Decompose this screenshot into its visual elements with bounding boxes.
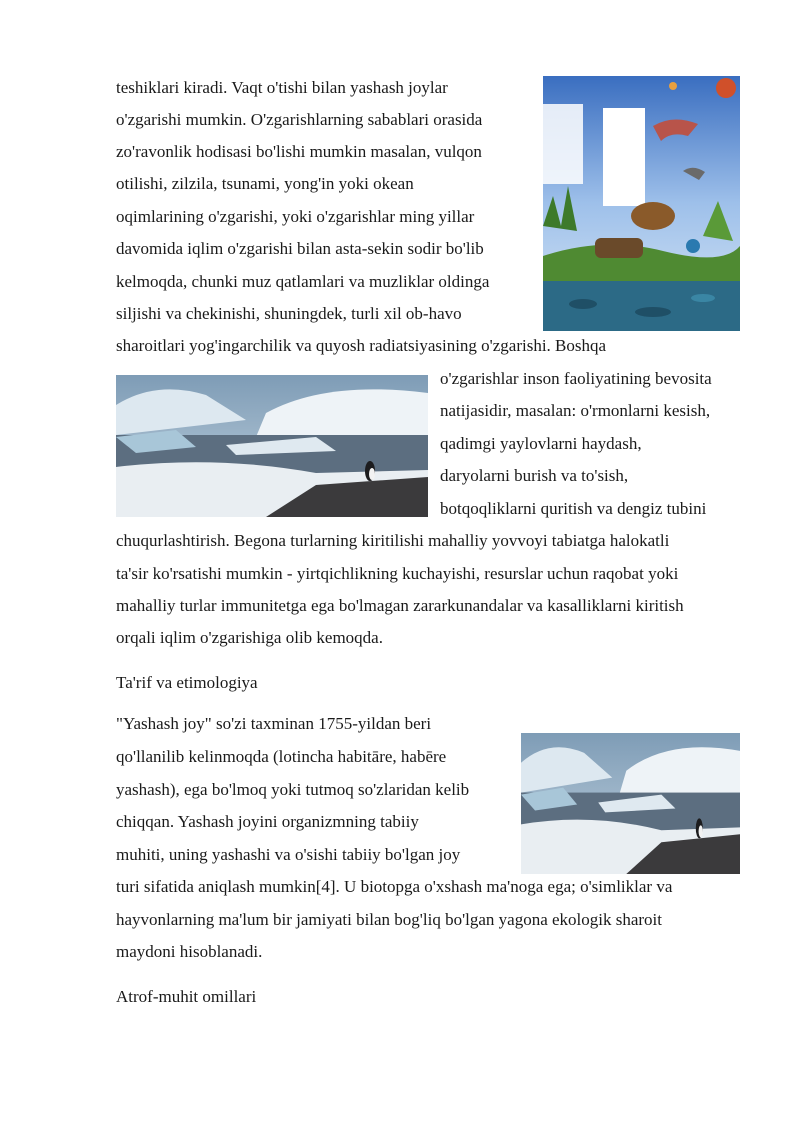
polar-landscape-photo xyxy=(116,375,428,517)
section-heading: Ta'rif va etimologiya xyxy=(116,673,258,692)
text-line: ta'sir ko'rsatishi mumkin - yirtqichlikning kuchayishi, resurslar uchun raqobat yoki xyxy=(116,564,679,583)
text-line: natijasidir, masalan: o'rmonlarni kesish, xyxy=(440,401,711,420)
text-line: davomida iqlim o'zgarishi bilan asta-sekin sodir bo'lib xyxy=(116,239,484,258)
text-line: orqali iqlim o'zgarishiga olib kemoqda. xyxy=(116,628,383,647)
text-line: teshiklari kiradi. Vaqt o'tishi bilan yashash joylar xyxy=(116,78,448,97)
text-line: otilishi, zilzila, tsunami, yong'in yoki okean xyxy=(116,174,414,193)
text-line: oqimlarining o'zgarishi, yoki o'zgarishlar ming yillar xyxy=(116,207,475,226)
text-line: "Yashash joy" so'zi taxminan 1755-yildan beri xyxy=(116,714,432,733)
text-line: hayvonlarning ma'lum bir jamiyati bilan bog'liq bo'lgan yagona ekologik sharoit xyxy=(116,910,663,929)
text-line: chiqqan. Yashash joyini organizmning tabiiy xyxy=(116,812,419,831)
text-line: muhiti, uning yashashi va o'sishi tabiiy bo'lgan joy xyxy=(116,845,461,864)
text-line: siljishi va chekinishi, shuningdek, turli xil ob-havo xyxy=(116,304,462,323)
text-line: mahalliy turlar immunitetga ega bo'lmagan zararkunandalar va kasalliklarni kiritish xyxy=(116,596,684,615)
text-line: turi sifatida aniqlash mumkin[4]. U biotopga o'xshash ma'noga ega; o'simliklar va xyxy=(116,877,673,896)
text-line: botqoqliklarni quritish va dengiz tubini xyxy=(440,499,707,518)
text-line: daryolarni burish va to'sish, xyxy=(440,466,629,485)
text-line: maydoni hisoblanadi. xyxy=(116,942,263,961)
text-line: o'zgarishlar inson faoliyatining bevosita xyxy=(440,369,712,388)
text-line: o'zgarishi mumkin. O'zgarishlarning sabablari orasida xyxy=(116,110,483,129)
polar-landscape-graphic xyxy=(521,733,740,874)
text-line: yashash), ega bo'lmoq yoki tutmoq so'zlaridan kelib xyxy=(116,780,470,799)
text-line: kelmoqda, chunki muz qatlamlari va muzliklar oldinga xyxy=(116,272,490,291)
text-line: chuqurlashtirish. Begona turlarning kiritilishi mahalliy yovvoyi tabiatga halokatli xyxy=(116,531,670,550)
text-line: qo'llanilib kelinmoqda (lotincha habitāre, habēre xyxy=(116,747,447,766)
text-line: zo'ravonlik hodisasi bo'lishi mumkin masalan, vulqon xyxy=(116,142,482,161)
polar-landscape-graphic xyxy=(116,375,428,517)
polar-landscape-photo xyxy=(521,733,740,874)
habitat-illustration-graphic xyxy=(543,76,740,331)
section-heading: Atrof-muhit omillari xyxy=(116,987,257,1006)
habitat-illustration xyxy=(543,76,740,331)
text-line: qadimgi yaylovlarni haydash, xyxy=(440,434,642,453)
text-line: sharoitlari yog'ingarchilik va quyosh radiatsiyasining o'zgarishi. Boshqa xyxy=(116,336,607,355)
